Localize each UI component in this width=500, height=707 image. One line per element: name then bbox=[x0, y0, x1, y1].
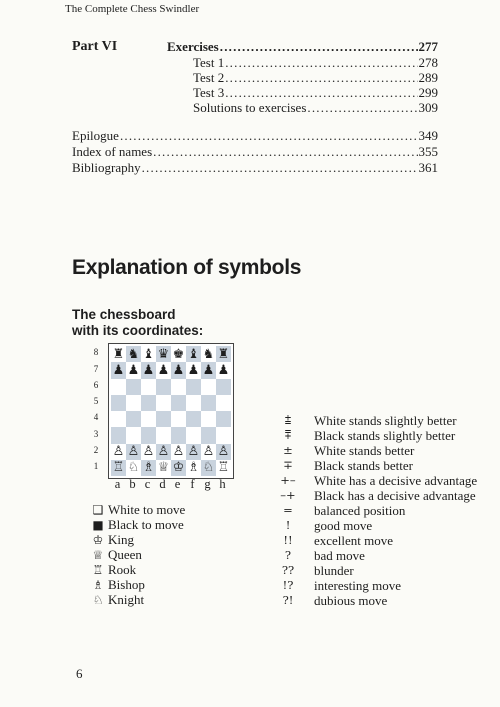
symbol: ⩱ bbox=[284, 428, 292, 442]
toc-entry-page: 361 bbox=[418, 160, 438, 175]
board-square bbox=[201, 395, 216, 411]
toc-entry-page: 349 bbox=[418, 128, 438, 143]
legend-label: Queen bbox=[108, 546, 142, 562]
bishop-icon: ♗ bbox=[92, 577, 104, 592]
board-square bbox=[186, 411, 201, 427]
leader-dots bbox=[220, 39, 418, 55]
toc-entry-exercises bbox=[167, 39, 438, 55]
chessboard-grid bbox=[111, 346, 231, 476]
toc-entry-label: Solutions to exercises bbox=[193, 100, 307, 115]
board-square: ♟ bbox=[217, 362, 230, 378]
board-square bbox=[141, 427, 156, 443]
board-square: ♟ bbox=[142, 362, 155, 378]
toc-entry-label: Exercises bbox=[167, 39, 219, 54]
symbol: +– bbox=[280, 473, 296, 487]
board-square: ♙ bbox=[187, 444, 200, 460]
symbol-meaning: White stands better bbox=[314, 443, 415, 458]
toc-entry-label: Bibliography bbox=[72, 160, 141, 175]
legend-white-to-move bbox=[90, 502, 185, 517]
board-square: ♙ bbox=[112, 444, 125, 460]
board-square: ♗ bbox=[187, 460, 200, 476]
page-number: 6 bbox=[76, 666, 83, 681]
symbol: ? bbox=[284, 548, 292, 562]
file-label: e bbox=[174, 477, 181, 491]
board-square: ♙ bbox=[202, 444, 215, 460]
rank-label: 7 bbox=[93, 364, 99, 374]
legend-knight bbox=[90, 592, 144, 607]
board-square: ♜ bbox=[217, 346, 230, 362]
file-label: g bbox=[204, 477, 211, 491]
board-square bbox=[186, 395, 201, 411]
symbol: ! bbox=[285, 518, 291, 532]
symbol-meaning: White has a decisive advantage bbox=[314, 473, 478, 488]
leader-dots bbox=[120, 128, 418, 144]
board-square: ♛ bbox=[157, 346, 170, 362]
toc-entry-epilogue bbox=[72, 128, 438, 144]
symbol-meaning: dubious move bbox=[314, 593, 388, 608]
board-square: ♜ bbox=[112, 346, 125, 362]
leader-dots bbox=[307, 100, 417, 116]
board-square: ♟ bbox=[112, 362, 125, 378]
legend-black-to-move bbox=[90, 517, 184, 532]
board-square bbox=[126, 379, 141, 395]
legend-label: Bishop bbox=[108, 576, 145, 592]
king-icon: ♔ bbox=[92, 532, 104, 547]
board-square: ♟ bbox=[172, 362, 185, 378]
symbol: ?? bbox=[281, 563, 295, 577]
toc-entry-label: Test 1 bbox=[193, 55, 225, 70]
toc-entry-test-2 bbox=[193, 70, 438, 86]
leader-dots bbox=[153, 144, 417, 160]
symbol-meaning: interesting move bbox=[314, 578, 402, 593]
board-square: ♟ bbox=[202, 362, 215, 378]
chessboard-heading bbox=[72, 307, 203, 339]
board-square bbox=[141, 411, 156, 427]
rank-label: 1 bbox=[93, 461, 99, 471]
toc-entry-bibliography bbox=[72, 160, 438, 176]
board-square bbox=[156, 379, 171, 395]
rook-icon: ♖ bbox=[92, 562, 104, 577]
toc-entry-label: Epilogue bbox=[72, 128, 119, 143]
file-label: a bbox=[114, 477, 121, 491]
board-square bbox=[201, 379, 216, 395]
legend-label: White to move bbox=[108, 501, 186, 517]
board-square bbox=[156, 427, 171, 443]
toc-entry-page: 309 bbox=[418, 100, 438, 115]
symbol-meaning: bad move bbox=[314, 548, 365, 563]
board-square bbox=[216, 395, 231, 411]
file-label: c bbox=[144, 477, 151, 491]
file-label: d bbox=[159, 477, 166, 491]
board-square bbox=[201, 427, 216, 443]
file-label: h bbox=[219, 477, 226, 491]
symbol: ∓ bbox=[283, 458, 293, 472]
file-label: b bbox=[129, 477, 136, 491]
toc-entry-index bbox=[72, 144, 438, 160]
board-square bbox=[201, 411, 216, 427]
legend-label: King bbox=[108, 531, 134, 547]
section-title: Explanation of symbols bbox=[72, 256, 302, 279]
board-square: ♗ bbox=[142, 460, 155, 476]
board-square bbox=[171, 411, 186, 427]
symbol-meaning: Black stands better bbox=[314, 458, 413, 473]
board-square: ♙ bbox=[157, 444, 170, 460]
board-square bbox=[111, 379, 126, 395]
leader-dots bbox=[225, 70, 417, 86]
legend-bishop bbox=[90, 577, 145, 592]
board-square: ♝ bbox=[187, 346, 200, 362]
board-square bbox=[126, 395, 141, 411]
board-square: ♞ bbox=[202, 346, 215, 362]
toc-entry-page: 299 bbox=[418, 85, 438, 100]
board-square: ♝ bbox=[142, 346, 155, 362]
board-square: ♔ bbox=[172, 460, 185, 476]
symbol: = bbox=[283, 503, 293, 517]
board-square bbox=[171, 427, 186, 443]
board-square: ♖ bbox=[217, 460, 230, 476]
symbol: ?! bbox=[282, 593, 294, 607]
rank-label: 8 bbox=[93, 347, 99, 357]
toc-entry-test-1 bbox=[193, 55, 438, 71]
toc-entry-page: 278 bbox=[418, 55, 438, 70]
board-square: ♘ bbox=[202, 460, 215, 476]
legend-label: Rook bbox=[108, 561, 137, 577]
board-square: ♙ bbox=[217, 444, 230, 460]
symbol-meaning: White stands slightly better bbox=[314, 413, 457, 428]
symbol-meaning: Black stands slightly better bbox=[314, 428, 456, 443]
file-label: f bbox=[190, 477, 195, 491]
board-square bbox=[141, 395, 156, 411]
board-square: ♟ bbox=[157, 362, 170, 378]
leader-dots bbox=[225, 55, 417, 71]
knight-icon: ♘ bbox=[92, 592, 104, 607]
symbol: !! bbox=[283, 533, 293, 547]
board-square: ♟ bbox=[127, 362, 140, 378]
board-square bbox=[156, 411, 171, 427]
board-square bbox=[216, 379, 231, 395]
part-label: Part VI bbox=[72, 39, 118, 54]
rank-label: 2 bbox=[93, 445, 99, 455]
symbol-meaning: balanced position bbox=[314, 503, 406, 518]
symbol-meaning: excellent move bbox=[314, 533, 394, 548]
symbol-meaning: good move bbox=[314, 518, 373, 533]
board-square bbox=[156, 395, 171, 411]
board-square: ♙ bbox=[127, 444, 140, 460]
board-square bbox=[141, 379, 156, 395]
toc-entry-page: 355 bbox=[418, 144, 438, 159]
rank-label: 6 bbox=[93, 380, 99, 390]
board-square: ♖ bbox=[112, 460, 125, 476]
white-square-icon: ❑ bbox=[92, 502, 104, 517]
legend-queen bbox=[90, 547, 142, 562]
board-square: ♚ bbox=[172, 346, 185, 362]
symbol: ± bbox=[283, 443, 293, 457]
board-square bbox=[111, 427, 126, 443]
board-square bbox=[111, 395, 126, 411]
board-square: ♘ bbox=[127, 460, 140, 476]
board-square bbox=[186, 427, 201, 443]
legend-rook bbox=[90, 562, 136, 577]
board-square bbox=[111, 411, 126, 427]
legend-label: Black to move bbox=[108, 516, 184, 532]
chessboard-heading-line-1: The chessboard bbox=[72, 307, 176, 322]
black-square-icon: ■ bbox=[92, 517, 104, 532]
rank-label: 4 bbox=[93, 412, 99, 422]
symbol: !? bbox=[282, 578, 294, 592]
symbol: –+ bbox=[280, 488, 296, 502]
board-square: ♕ bbox=[157, 460, 170, 476]
toc-entry-page: 289 bbox=[418, 70, 438, 85]
rank-label: 5 bbox=[93, 396, 99, 406]
chessboard-diagram bbox=[108, 343, 234, 479]
board-square bbox=[126, 411, 141, 427]
board-square: ♙ bbox=[172, 444, 185, 460]
symbol-meaning: Black has a decisive advantage bbox=[314, 488, 476, 503]
chessboard-heading-line-2: with its coordinates: bbox=[72, 323, 204, 338]
legend-label: Knight bbox=[108, 591, 145, 607]
toc-entry-page: 277 bbox=[418, 39, 438, 54]
board-square bbox=[171, 379, 186, 395]
board-square bbox=[216, 411, 231, 427]
toc-entry-test-3 bbox=[193, 85, 438, 101]
board-square bbox=[171, 395, 186, 411]
leader-dots bbox=[142, 160, 418, 176]
symbol-meaning: blunder bbox=[314, 563, 354, 578]
board-square bbox=[126, 427, 141, 443]
board-square bbox=[216, 427, 231, 443]
queen-icon: ♕ bbox=[92, 547, 104, 562]
board-square: ♟ bbox=[187, 362, 200, 378]
legend-king bbox=[90, 532, 134, 547]
running-head: The Complete Chess Swindler bbox=[65, 3, 200, 15]
toc-entry-label: Index of names bbox=[72, 144, 153, 159]
board-square: ♞ bbox=[127, 346, 140, 362]
toc-entry-label: Test 3 bbox=[193, 85, 225, 100]
board-square bbox=[186, 379, 201, 395]
leader-dots bbox=[225, 85, 417, 101]
board-square: ♙ bbox=[142, 444, 155, 460]
toc-entry-label: Test 2 bbox=[193, 70, 225, 85]
rank-label: 3 bbox=[93, 429, 99, 439]
toc-entry-solutions bbox=[193, 100, 438, 116]
symbol: ⩲ bbox=[284, 413, 292, 427]
